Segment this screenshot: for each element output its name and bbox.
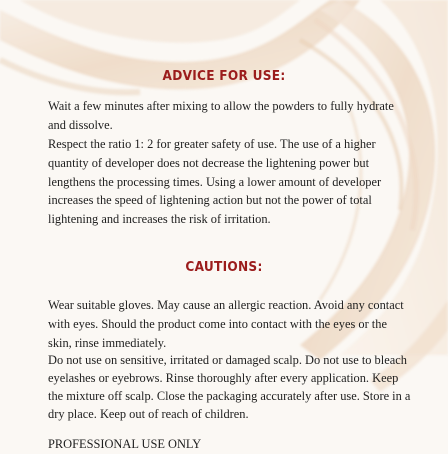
professional-use-note: PROFESSIONAL USE ONLY <box>48 437 202 451</box>
cautions-paragraph: Wear suitable gloves. May cause an allergic reaction. Avoid any contact with eyes. Should the product come into contact with the eyes or the skin, rinse immediately. <box>48 298 404 350</box>
advice-paragraph: Respect the ratio 1: 2 for greater safety of use. The use of a higher quantity of developer does not decrease the lightening power but lengthens the processing times. Using a lower amount of developer increases the speed of lightening action but not the power of total lightening and increases the risk of irritation. <box>48 137 382 227</box>
cautions-paragraph: Do not use on sensitive, irritated or damaged scalp. Do not use to bleach eyelashes or eyebrows. Rinse thoroughly after every application. Keep the mixture off scalp. Close the packaging accurately after use. Store in a dry place. Keep out of reach of children. <box>48 353 411 421</box>
advice-heading: ADVICE FOR USE: <box>162 68 286 84</box>
advice-paragraph: Wait a few minutes after mixing to allow the powders to fully hydrate and dissolve. <box>48 99 394 132</box>
cautions-heading: CAUTIONS: <box>185 259 263 275</box>
